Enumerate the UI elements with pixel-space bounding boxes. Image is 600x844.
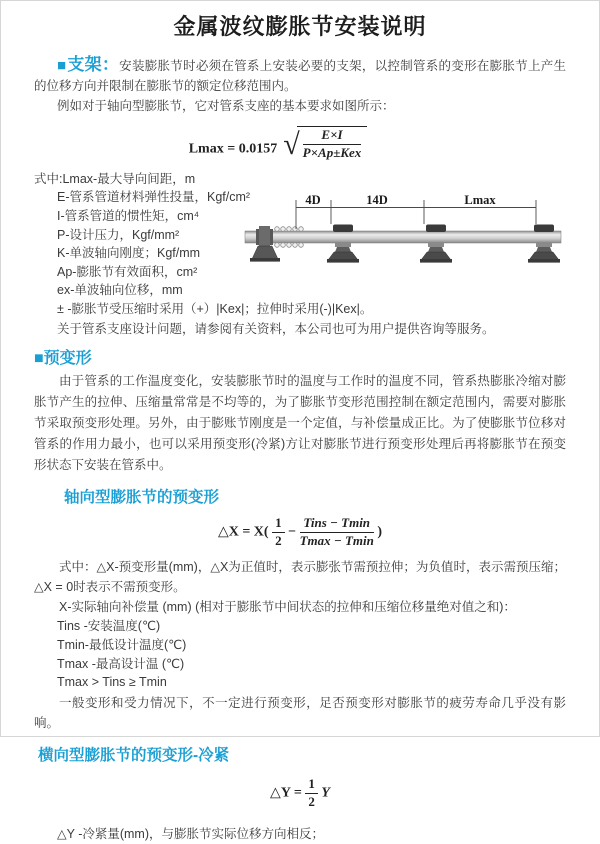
support-consult-line: 关于管系支座设计问题，请参阅有关资料，本公司也可为用户提供咨询等服务。 [57,321,495,336]
support-intro-text: 安装膨胀节时必须在管系上安装必要的支架，以控制管系的变形在膨胀节上产生的位移方向并限制在膨胀节的额定位移范围内。 [34,59,566,93]
section-heading-support [57,55,119,74]
variable-line-e: E-管系管道材料弹性投量，Kgf/cm² [57,190,251,205]
blue-square-icon: ■ [57,57,67,74]
guide-support-1 [327,225,359,263]
formula-dy-lhs: △Y = [270,785,302,801]
vars-lead-label: 式中: [34,171,63,186]
formula-dx-close: ) [377,524,383,540]
formula-lmax-denominator: P×Ap±Kex [302,144,362,160]
guide-support-3 [528,225,560,263]
predeform-body: 由于管系的工作温度变化，安装膨胀节时的温度与工作时的温度不同，管系热膨胀冷缩对膨胀节产生的拉伸、压缩量常常是不均等的，为了膨胀节变形范围控制在额定范围内，需要对膨胀节采取预变形处理。另外，由于膨账节刚度是一个定值，与补偿量成正比。为了使膨胀节位移对管系的作用力最小，也可以采用预变形(冷紧)方让对膨胀节进行预变形处理后再将膨胀节在预变形状态下安装在管系中。 [34,374,566,473]
dim-label-lmax: Lmax [464,193,496,207]
fraction-one-half: $\frac{1}{2}$ [272,516,285,549]
support-paragraph [34,55,566,96]
formula-delta-x [34,516,566,549]
temp-inequality: Tmax > Tins ≥ Tmin [57,675,167,690]
formula-lmax-lhs: Lmax = 0.0157 [188,141,278,157]
axial-note: 一般变形和受力情况下，不一定进行预变形，足否预变形对膨胀节的疲劳寿命几乎没有影响。 [34,696,566,731]
axial-x-definition: X-实际轴向补偿量 (mm) (相对于膨胀节中间状态的拉伸和压缩位移量绝对值之和)： [59,600,516,615]
formula-dx-lhs: △X = X( [217,524,269,540]
axial-explain: 式中：△X-预变形量(mm)，△X为正值时，表示膨张节需预拉伸；为负值时，表示需预压缩；△X = 0时表示不需预变形。 [34,560,566,595]
support-heading-label: 支架： [67,55,120,74]
dim-label-14d: 14D [366,193,388,207]
variable-line-lmax [34,170,566,189]
temp-line-tins: Tins -安装温度(℃) [57,619,161,634]
sqrt-radical [283,126,367,161]
formula-lmax-numerator: E×I [303,128,362,145]
predeform-heading-label: 预变形 [43,350,92,368]
fraction-one-half-y: $\frac{1}{2}$ [305,777,318,810]
variable-line-ap: Ap-膨胀节有效面积，cm² [57,264,198,279]
variable-line-plusminus: ± -膨胀节受压缩时采用（+）|Kex|；拉伸时采用(-)|Kex|。 [57,302,373,317]
minus-sign: − [288,524,297,540]
heading-lateral-predeform: 横向型膨胀节的预变形-冷紧 [38,747,230,765]
lateral-note: △Y -冷紧量(mm)，与膨胀节实际位移方向相反； [57,827,325,842]
dimension-lines [296,200,536,229]
blue-square-icon: ■ [34,350,44,368]
temp-line-tmin: Tmin-最低设计温度(℃) [57,637,187,652]
pipe-support-diagram [243,189,597,269]
formula-dy-rhs: Y [321,785,330,801]
formula-lmax-fraction [297,126,368,161]
variable-line-ex: ex-单波轴向位移，mm [57,283,183,298]
heading-axial-predeform: 轴向型膨胀节的预变形 [64,489,220,507]
support-example-line: 例如对于轴向型膨胀节，它对管系支座的基本要求如图所示： [57,99,395,113]
dim-label-4d: 4D [305,193,321,207]
section-heading-predeform [34,345,566,368]
fraction-temperature: $\frac{\text{Tins − Tmin}}{Tmax - Tmin}$ [299,515,374,549]
guide-support-2 [420,225,452,263]
variable-line-p: P-设计压力，Kgf/mm² [57,227,180,242]
variable-lmax: Lmax-最大导向间距，m [62,171,196,186]
temp-line-tmax: Tmax -最高设计温 (℃) [57,656,185,671]
formula-delta-y [34,777,566,810]
formula-lmax [12,126,544,161]
sqrt-sign-icon: √ [283,128,300,162]
variable-line-k: K-单波轴向刚度；Kgf/mm [57,246,201,261]
variable-line-i: I-管系管道的惯性矩，cm⁴ [57,209,200,224]
page-title: 金属波纹膨胀节安装说明 [173,14,427,39]
pipe-body [245,231,561,243]
